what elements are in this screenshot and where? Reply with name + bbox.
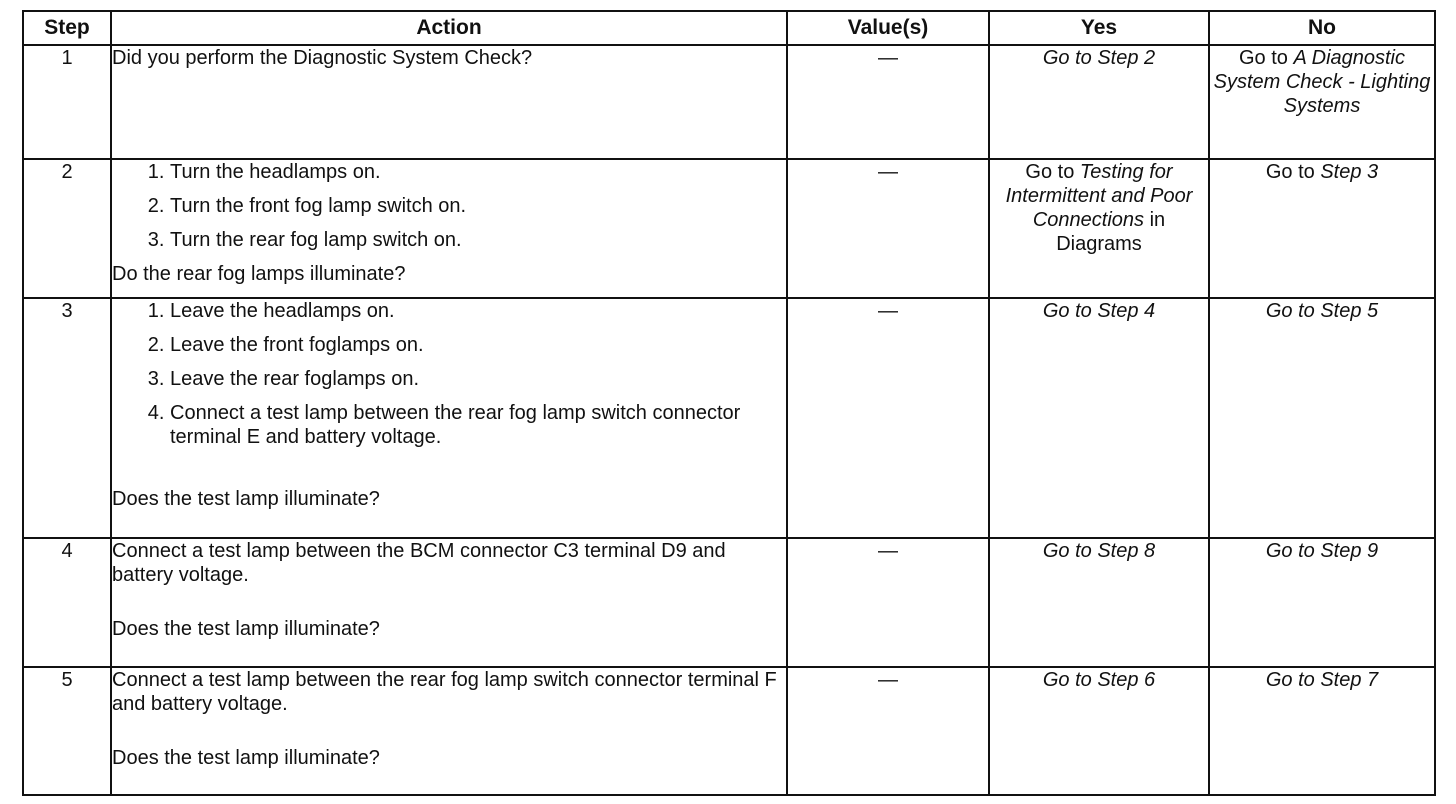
action-step: 1. Leave the headlamps on. [170,299,786,323]
no-cell [1209,538,1435,668]
action-steps [112,299,786,449]
yes-suffix: in Diagrams [1056,208,1166,255]
action-step: 3. Leave the rear foglamps on. [170,367,786,391]
diagnostic-table-page [22,10,1434,796]
yes-cell [989,298,1209,537]
header-yes: Yes [989,11,1209,45]
action-question: Does the test lamp illuminate? [112,617,380,640]
action-question: Do the rear fog lamps illuminate? [112,262,406,285]
step-number: 1 [23,45,111,159]
value-cell: — [787,667,989,795]
diagnostic-table [22,10,1436,796]
header-row [23,11,1435,45]
yes-link[interactable]: Go to Step 2 [1042,47,1156,69]
header-no: No [1209,11,1435,45]
action-steps [112,160,786,252]
no-cell [1209,298,1435,537]
no-link[interactable]: Step 3 [1320,160,1379,183]
action-cell [111,538,787,668]
action-step: 1. Turn the headlamps on. [170,160,786,184]
value-cell: — [787,159,989,299]
value-cell: — [787,298,989,537]
header-values: Value(s) [787,11,989,45]
action-text: Connect a test lamp between the rear fog lamp switch connector terminal F and battery voltage. [112,669,777,716]
no-cell [1209,159,1435,299]
table-row [23,159,1435,299]
table-row [23,667,1435,795]
no-cell [1209,45,1435,159]
action-step: 2. Turn the front fog lamp switch on. [170,194,786,218]
yes-link[interactable]: Go to Step 6 [1042,669,1156,692]
action-text: Did you perform the Diagnostic System Check? [112,47,533,69]
action-step: 2. Leave the front foglamps on. [170,333,786,357]
no-link[interactable]: Go to Step 5 [1265,300,1379,323]
yes-link[interactable]: Go to Step 4 [1042,300,1156,323]
header-step: Step [23,11,111,45]
no-cell [1209,667,1435,795]
action-question: Does the test lamp illuminate? [112,747,380,770]
table-row [23,45,1435,159]
step-number: 2 [23,159,111,299]
yes-cell [989,667,1209,795]
no-prefix: Go to [1265,160,1321,183]
no-link[interactable]: A Diagnostic System Check - Lighting Systems [1213,47,1431,117]
yes-cell [989,159,1209,299]
action-text: Connect a test lamp between the BCM connector C3 terminal D9 and battery voltage. [112,539,726,586]
yes-cell [989,538,1209,668]
yes-cell [989,45,1209,159]
value-cell: — [787,538,989,668]
step-number: 3 [23,298,111,537]
action-cell [111,159,787,299]
no-prefix: Go to [1238,47,1294,69]
no-link[interactable]: Go to Step 9 [1265,539,1379,562]
yes-prefix: Go to [1025,160,1080,183]
action-cell [111,298,787,537]
action-step: 4. Connect a test lamp between the rear fog lamp switch connector terminal E and battery voltage. [170,401,786,449]
no-link[interactable]: Go to Step 7 [1265,669,1379,692]
step-number: 5 [23,667,111,795]
action-question: Does the test lamp illuminate? [112,488,380,511]
action-cell [111,45,787,159]
action-step: 3. Turn the rear fog lamp switch on. [170,228,786,252]
step-number: 4 [23,538,111,668]
table-row [23,538,1435,668]
action-cell [111,667,787,795]
value-cell: — [787,45,989,159]
yes-link[interactable]: Go to Step 8 [1042,539,1156,562]
yes-link[interactable]: Testing for Intermittent and Poor Connections [1005,160,1193,231]
table-row [23,298,1435,537]
header-action: Action [111,11,787,45]
